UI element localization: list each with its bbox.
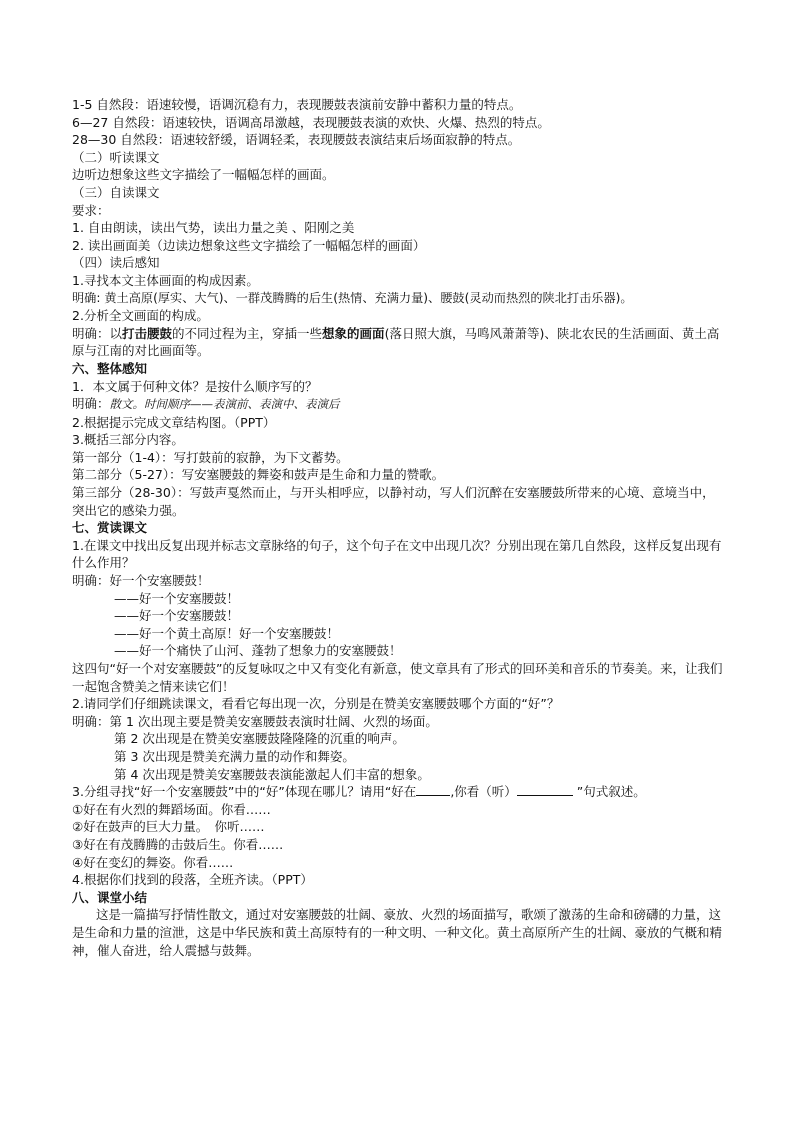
text-paragraph: [72, 783, 724, 801]
text-paragraph: [72, 325, 724, 360]
bold-run: 打击腰鼓: [122, 325, 173, 341]
fill-in-blank: [416, 783, 450, 796]
text-run: 明确：: [72, 396, 110, 412]
text-run: 的不同过程为主，穿插一些: [172, 325, 323, 341]
text-line: [72, 395, 724, 414]
fill-in-blank: [517, 783, 573, 796]
document-page: [72, 96, 724, 959]
text-paragraph: 这四句“好一个对安塞腰鼓”的反复咏叹之中又有变化有新意，使文章具有了形式的回环美和音乐的节奏美。来，让我们一起饱含赞美之情来读它们！: [72, 661, 723, 694]
text-run: ,你看（听）: [450, 784, 517, 800]
subsection-heading: （四）读后感知: [72, 255, 160, 271]
subsection-heading: （二）听读课文: [72, 149, 160, 165]
text-line: 1. 自由朗读，读出气势，读出力量之美 、阳刚之美: [72, 220, 355, 236]
quote-line: ——好一个痛快了山河、蓬勃了想象力的安塞腰鼓！: [114, 643, 402, 659]
quote-line: ——好一个安塞腰鼓！: [114, 590, 240, 606]
bold-run: 想象的画面: [322, 325, 385, 341]
list-item: ④好在变幻的舞姿。你看……: [72, 854, 234, 870]
summary-paragraph: 这是一篇描写抒情性散文，通过对安塞腰鼓的壮阔、豪放、火烈的场面描写，歌颂了激荡的生命和磅礴的力量，这是生命和力量的渲泄，这是中华民族和黄土高原特有的一种文明、一种文化。黄土高原所产生的壮阔、豪放的气概和精神，催人奋进，给人震撼与鼓舞。: [72, 907, 723, 958]
text-line: 28—30 自然段：语速较舒缓，语调轻柔，表现腰鼓表演结束后场面寂静的特点。: [72, 132, 521, 148]
text-paragraph: 1.在课文中找出反复出现并标志文章脉络的句子，这个句子在文中出现几次？分别出现在第几自然段，这样反复出现有什么作用？: [72, 537, 722, 571]
text-line: 第 2 次出现是在赞美安塞腰鼓隆隆隆的沉重的响声。: [114, 731, 405, 747]
subsection-heading: （三）自读课文: [72, 184, 160, 200]
text-line: 3.概括三部分内容。: [72, 432, 184, 448]
text-run: (落日照大旗，马鸣风萧萧等)、陕北农民的生活画面、黄土高原与江南的对比画面等。: [72, 325, 720, 359]
text-line: 1．本文属于何种文体？是按什么顺序写的？: [72, 378, 318, 394]
list-item: ②好在鼓声的巨大力量。 你听……: [72, 819, 265, 835]
list-item: ①好在有火烈的舞蹈场面。你看……: [72, 801, 271, 817]
text-run: ”句式叙述。: [572, 784, 646, 800]
text-line: 1-5 自然段：语速较慢，语调沉稳有力，表现腰鼓表演前安静中蓄积力量的特点。: [72, 97, 522, 112]
text-line: 2.请同学们仔细跳读课文，看看它每出现一次，分别是在赞美安塞腰鼓哪个方面的“好”？: [72, 696, 560, 712]
text-line: 第 4 次出现是赞美安塞腰鼓表演能激起人们丰富的想象。: [114, 766, 430, 782]
section-heading: 七、赏读课文: [72, 520, 148, 536]
text-line: 要求：: [72, 202, 110, 218]
text-line: 明确：第 1 次出现主要是赞美安塞腰鼓表演时壮阔、火烈的场面。: [72, 713, 438, 729]
section-heading: 六、整体感知: [72, 360, 148, 376]
list-item: ③好在有茂腾腾的击鼓后生。你看……: [72, 836, 284, 852]
text-line: 边听边想象这些文字描绘了一幅幅怎样的画面。: [72, 167, 335, 183]
quote-line: ——好一个安塞腰鼓！: [114, 608, 240, 624]
quote-line: ——好一个黄土高原！好一个安塞腰鼓！: [114, 625, 340, 641]
text-line: 明确：好一个安塞腰鼓！: [72, 573, 210, 589]
text-line: 2.分析全文画面的构成。: [72, 308, 209, 324]
section-heading: 八、课堂小结: [72, 889, 148, 905]
text-line: 第一部分（1-4）：写打鼓前的寂静，为下文蓄势。: [72, 449, 349, 465]
text-line: 4.根据你们找到的段落，全班齐读。（PPT）: [72, 872, 313, 888]
text-line: 第二部分（5-27）：写安塞腰鼓的舞姿和鼓声是生命和力量的赞歌。: [72, 467, 445, 483]
text-run: 明确：以: [72, 325, 123, 341]
handwritten-answer: 散文。时间顺序——表演前、表演中、表演后: [109, 397, 340, 412]
text-paragraph: 第三部分（28-30）：写鼓声戛然而止，与开头相呼应，以静衬动，写人们沉醉在安塞腰鼓所带来的心境、意境当中，突出它的感染力强。: [72, 485, 715, 518]
text-line: 2.根据提示完成文章结构图。（PPT）: [72, 414, 276, 430]
text-line: 2. 读出画面美（边读边想象这些文字描绘了一幅幅怎样的画面）: [72, 237, 426, 253]
text-line: 明确: 黄土高原(厚实、大气)、一群茂腾腾的后生(热情、充满力量)、腰鼓(灵动而热烈的陕北打击乐器)。: [72, 290, 633, 305]
text-line: 第 3 次出现是赞美充满力量的动作和舞姿。: [114, 748, 355, 764]
text-run: 3.分组寻找“好一个安塞腰鼓”中的“好”体现在哪儿？请用“好在: [72, 784, 417, 800]
text-line: 6—27 自然段：语速较快，语调高昂激越，表现腰鼓表演的欢快、火爆、热烈的特点。: [72, 114, 550, 130]
text-line: 1.寻找本文主体画面的构成因素。: [72, 272, 259, 288]
